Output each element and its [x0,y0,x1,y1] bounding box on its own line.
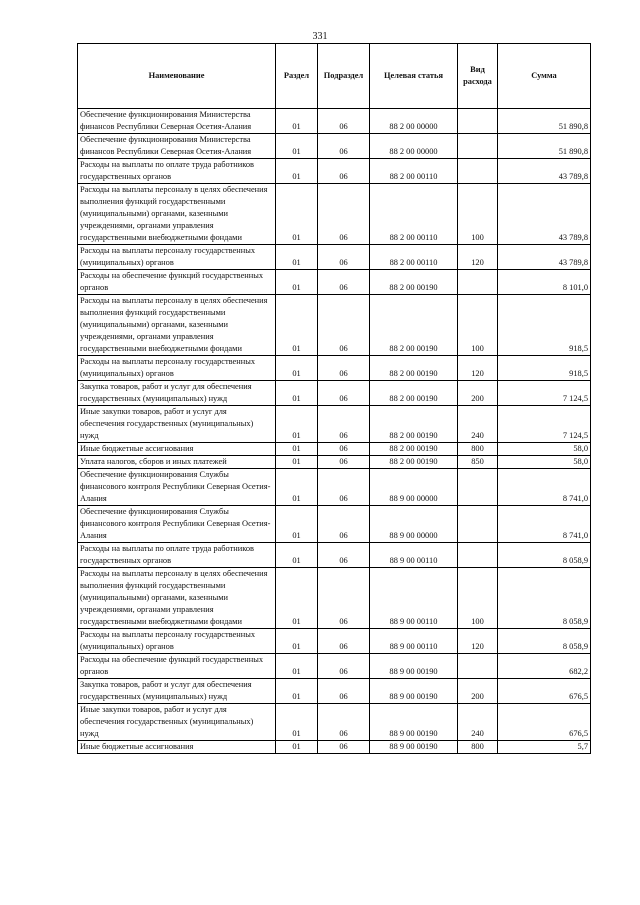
row-expense-type-cell: 120 [458,356,498,381]
row-name-cell: Расходы на выплаты персоналу в целях обеспечения выполнения функций государственными (муниципальными) органами, казенными учреждениями, органами управления государственными внебюджетными фондами [78,184,276,245]
row-sum-cell: 7 124,5 [498,381,591,406]
table-row [78,134,591,159]
row-name-cell: Расходы на выплаты персоналу государственных (муниципальных) органов [78,356,276,381]
row-sum-cell: 8 058,9 [498,629,591,654]
row-section-cell: 01 [276,356,318,381]
row-sum-cell: 918,5 [498,356,591,381]
row-expense-type-cell: 240 [458,406,498,443]
row-expense-type-cell [458,159,498,184]
row-sum-cell: 8 101,0 [498,270,591,295]
row-subsection-cell: 06 [318,443,370,456]
table-row [78,245,591,270]
table-row [78,629,591,654]
row-section-cell: 01 [276,679,318,704]
row-name-cell: Иные бюджетные ассигнования [78,741,276,754]
row-subsection-cell: 06 [318,406,370,443]
row-section-cell: 01 [276,381,318,406]
row-target-cell: 88 2 00 00190 [370,456,458,469]
row-name-cell: Закупка товаров, работ и услуг для обеспечения государственных (муниципальных) нужд [78,679,276,704]
row-expense-type-cell: 850 [458,456,498,469]
table-row [78,679,591,704]
table-row [78,159,591,184]
row-subsection-cell: 06 [318,245,370,270]
row-section-cell: 01 [276,109,318,134]
row-section-cell: 01 [276,443,318,456]
row-name-cell: Обеспечение функционирования Службы финансового контроля Республики Северная Осетия-Алания [78,469,276,506]
header-section: Раздел [276,44,318,109]
table-body [78,109,591,754]
row-target-cell: 88 2 00 00190 [370,381,458,406]
table-row [78,406,591,443]
row-sum-cell: 7 124,5 [498,406,591,443]
row-name-cell: Расходы на выплаты персоналу государственных (муниципальных) органов [78,245,276,270]
row-name-cell: Обеспечение функционирования Министерства финансов Республики Северная Осетия-Алания [78,134,276,159]
row-expense-type-cell: 200 [458,679,498,704]
header-subsection: Подраздел [318,44,370,109]
table-row [78,184,591,245]
row-sum-cell: 43 789,8 [498,245,591,270]
row-section-cell: 01 [276,159,318,184]
table-row [78,270,591,295]
row-name-cell: Расходы на обеспечение функций государственных органов [78,654,276,679]
row-target-cell: 88 2 00 00110 [370,184,458,245]
budget-table [77,43,591,754]
row-subsection-cell: 06 [318,134,370,159]
row-subsection-cell: 06 [318,270,370,295]
header-target: Целевая статья [370,44,458,109]
row-expense-type-cell: 800 [458,741,498,754]
header-sum: Сумма [498,44,591,109]
row-expense-type-cell: 120 [458,245,498,270]
row-target-cell: 88 9 00 00190 [370,741,458,754]
table-row [78,741,591,754]
row-target-cell: 88 9 00 00190 [370,679,458,704]
row-target-cell: 88 9 00 00190 [370,704,458,741]
table-row [78,109,591,134]
row-section-cell: 01 [276,629,318,654]
row-target-cell: 88 9 00 00000 [370,506,458,543]
table-row [78,381,591,406]
row-subsection-cell: 06 [318,629,370,654]
row-section-cell: 01 [276,456,318,469]
row-subsection-cell: 06 [318,456,370,469]
row-expense-type-cell: 120 [458,629,498,654]
row-target-cell: 88 9 00 00190 [370,654,458,679]
row-name-cell: Расходы на выплаты по оплате труда работников государственных органов [78,159,276,184]
row-subsection-cell: 06 [318,356,370,381]
row-name-cell: Уплата налогов, сборов и иных платежей [78,456,276,469]
row-section-cell: 01 [276,184,318,245]
table-row [78,543,591,568]
row-name-cell: Обеспечение функционирования Службы финансового контроля Республики Северная Осетия-Алания [78,506,276,543]
row-expense-type-cell [458,543,498,568]
row-target-cell: 88 9 00 00110 [370,629,458,654]
row-section-cell: 01 [276,270,318,295]
row-expense-type-cell: 240 [458,704,498,741]
table-row [78,356,591,381]
row-expense-type-cell: 800 [458,443,498,456]
row-sum-cell: 51 890,8 [498,134,591,159]
row-subsection-cell: 06 [318,543,370,568]
row-section-cell: 01 [276,704,318,741]
row-section-cell: 01 [276,506,318,543]
row-name-cell: Расходы на обеспечение функций государственных органов [78,270,276,295]
row-target-cell: 88 9 00 00110 [370,543,458,568]
page-number: 331 [312,31,328,42]
row-section-cell: 01 [276,134,318,159]
row-sum-cell: 43 789,8 [498,184,591,245]
row-expense-type-cell [458,270,498,295]
row-target-cell: 88 9 00 00000 [370,469,458,506]
row-sum-cell: 58,0 [498,456,591,469]
row-name-cell: Обеспечение функционирования Министерства финансов Республики Северная Осетия-Алания [78,109,276,134]
table-row [78,704,591,741]
row-sum-cell: 58,0 [498,443,591,456]
row-section-cell: 01 [276,245,318,270]
row-sum-cell: 676,5 [498,679,591,704]
table-row [78,568,591,629]
row-sum-cell: 918,5 [498,295,591,356]
table-row [78,456,591,469]
row-target-cell: 88 2 00 00190 [370,443,458,456]
row-subsection-cell: 06 [318,109,370,134]
row-sum-cell: 8 741,0 [498,506,591,543]
row-section-cell: 01 [276,295,318,356]
row-target-cell: 88 2 00 00110 [370,245,458,270]
table-header [78,44,591,109]
row-expense-type-cell: 100 [458,568,498,629]
row-target-cell: 88 9 00 00110 [370,568,458,629]
row-sum-cell: 43 789,8 [498,159,591,184]
row-name-cell: Расходы на выплаты по оплате труда работников государственных органов [78,543,276,568]
row-expense-type-cell: 100 [458,295,498,356]
row-sum-cell: 5,7 [498,741,591,754]
row-sum-cell: 8 058,9 [498,543,591,568]
row-expense-type-cell [458,134,498,159]
row-target-cell: 88 2 00 00190 [370,356,458,381]
row-sum-cell: 8 741,0 [498,469,591,506]
row-expense-type-cell [458,469,498,506]
row-section-cell: 01 [276,654,318,679]
row-subsection-cell: 06 [318,469,370,506]
table-row [78,443,591,456]
row-subsection-cell: 06 [318,506,370,543]
row-name-cell: Расходы на выплаты персоналу в целях обеспечения выполнения функций государственными (муниципальными) органами, казенными учреждениями, органами управления государственными внебюджетными фондами [78,295,276,356]
row-name-cell: Иные бюджетные ассигнования [78,443,276,456]
row-sum-cell: 8 058,9 [498,568,591,629]
table-row [78,295,591,356]
row-sum-cell: 51 890,8 [498,109,591,134]
row-subsection-cell: 06 [318,679,370,704]
row-subsection-cell: 06 [318,741,370,754]
row-target-cell: 88 2 00 00000 [370,109,458,134]
row-target-cell: 88 2 00 00190 [370,406,458,443]
row-expense-type-cell: 100 [458,184,498,245]
table-row [78,506,591,543]
row-sum-cell: 682,2 [498,654,591,679]
row-name-cell: Расходы на выплаты персоналу государственных (муниципальных) органов [78,629,276,654]
row-name-cell: Иные закупки товаров, работ и услуг для обеспечения государственных (муниципальных) нужд [78,704,276,741]
header-name: Наименование [78,44,276,109]
row-subsection-cell: 06 [318,381,370,406]
row-section-cell: 01 [276,469,318,506]
row-target-cell: 88 2 00 00190 [370,270,458,295]
row-section-cell: 01 [276,741,318,754]
row-subsection-cell: 06 [318,654,370,679]
row-expense-type-cell [458,506,498,543]
row-name-cell: Закупка товаров, работ и услуг для обеспечения государственных (муниципальных) нужд [78,381,276,406]
row-subsection-cell: 06 [318,159,370,184]
table-row [78,654,591,679]
row-subsection-cell: 06 [318,568,370,629]
header-expense-type: Вид расхода [458,44,498,109]
row-expense-type-cell [458,109,498,134]
row-target-cell: 88 2 00 00000 [370,134,458,159]
row-name-cell: Иные закупки товаров, работ и услуг для обеспечения государственных (муниципальных) нужд [78,406,276,443]
row-subsection-cell: 06 [318,184,370,245]
row-name-cell: Расходы на выплаты персоналу в целях обеспечения выполнения функций государственными (муниципальными) органами, казенными учреждениями, органами управления государственными внебюджетными фондами [78,568,276,629]
row-expense-type-cell: 200 [458,381,498,406]
row-subsection-cell: 06 [318,704,370,741]
row-target-cell: 88 2 00 00190 [370,295,458,356]
table-row [78,469,591,506]
row-subsection-cell: 06 [318,295,370,356]
row-target-cell: 88 2 00 00110 [370,159,458,184]
row-section-cell: 01 [276,543,318,568]
row-sum-cell: 676,5 [498,704,591,741]
row-section-cell: 01 [276,568,318,629]
row-section-cell: 01 [276,406,318,443]
row-expense-type-cell [458,654,498,679]
